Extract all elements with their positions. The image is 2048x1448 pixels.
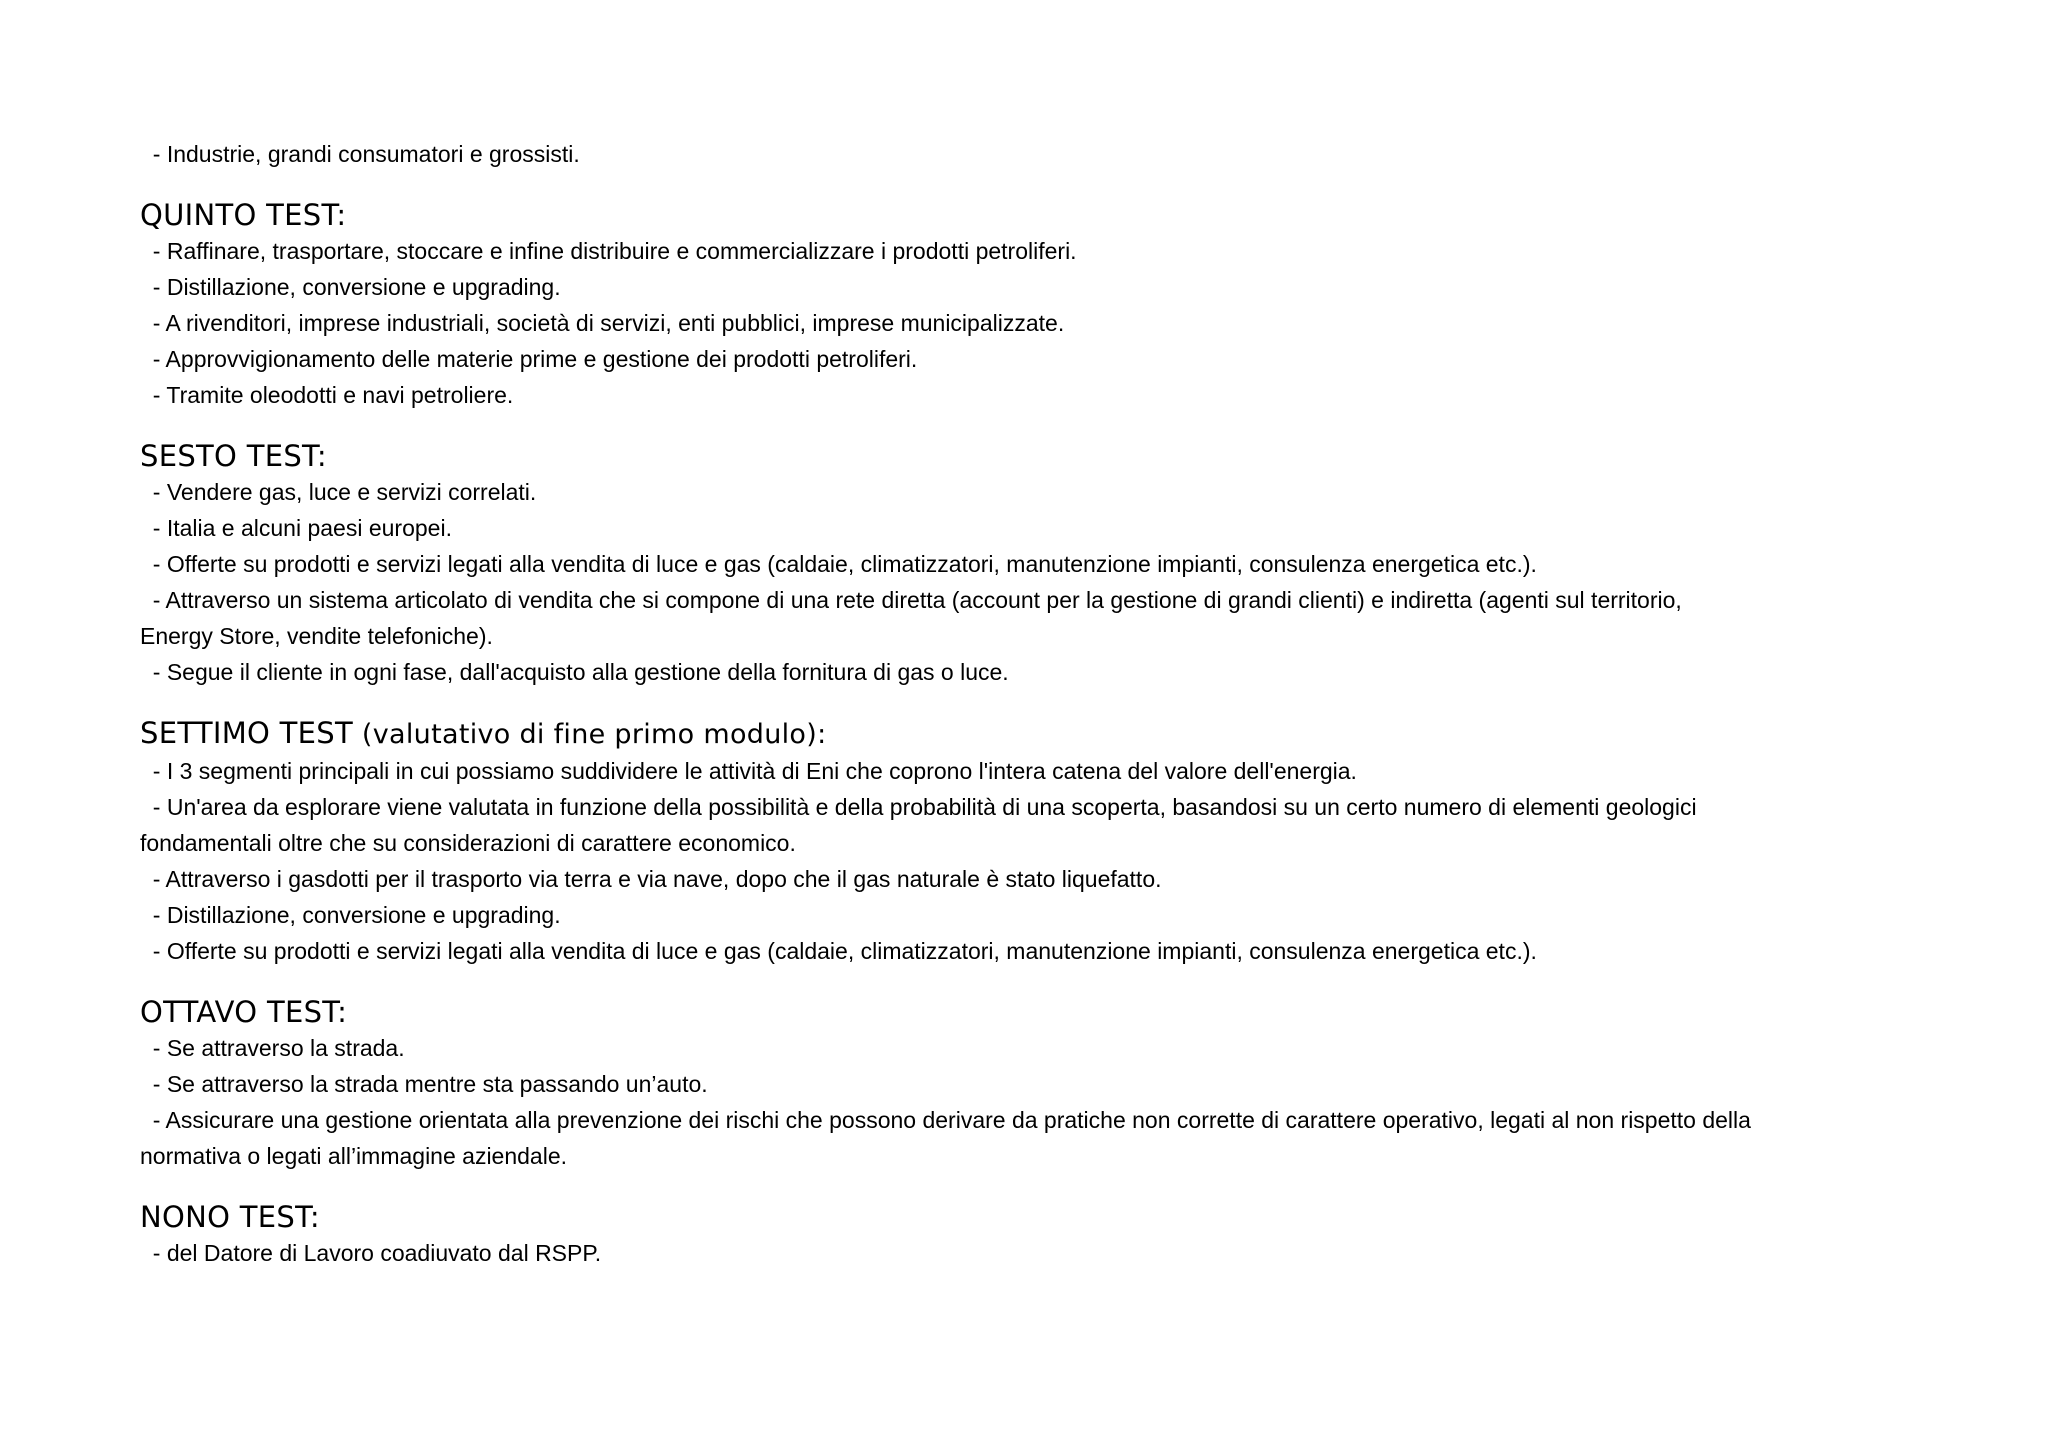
list-item: - Attraverso un sistema articolato di vendita che si compone di una rete diretta (account per la gestione di grandi clienti) e indiretta (agenti sul territorio, <box>140 587 1682 613</box>
list-item-continuation: Energy Store, vendite telefoniche). <box>140 623 493 649</box>
list-item: - Approvvigionamento delle materie prime e gestione dei prodotti petroliferi. <box>140 346 918 372</box>
list-item: - Assicurare una gestione orientata alla prevenzione dei rischi che possono derivare da pratiche non corrette di carattere operativo, legati al non rispetto della <box>140 1107 1751 1133</box>
section-title-suffix: (valutativo di fine primo modulo): <box>353 719 827 750</box>
intro-line: - Industrie, grandi consumatori e grossisti. <box>140 141 580 167</box>
section-title: SESTO TEST: <box>140 439 327 473</box>
list-item-continuation: fondamentali oltre che su considerazioni di carattere economico. <box>140 830 796 856</box>
list-item: - Segue il cliente in ogni fase, dall'acquisto alla gestione della fornitura di gas o luce. <box>140 659 1009 685</box>
list-item: - Offerte su prodotti e servizi legati alla vendita di luce e gas (caldaie, climatizzatori, manutenzione impianti, consulenza energetica etc.). <box>140 938 1537 964</box>
list-item: - Attraverso i gasdotti per il trasporto via terra e via nave, dopo che il gas naturale è stato liquefatto. <box>140 866 1162 892</box>
section-title-main: SETTIMO TEST <box>140 716 354 750</box>
list-item: - del Datore di Lavoro coadiuvato dal RSPP. <box>140 1240 602 1266</box>
section-title <box>140 715 1940 753</box>
list-item: - Un'area da esplorare viene valutata in funzione della possibilità e della probabilità di una scoperta, basandosi su un certo numero di elementi geologici <box>140 794 1697 820</box>
list-item-continuation: normativa o legati all’immagine aziendale. <box>140 1143 568 1169</box>
list-item: - I 3 segmenti principali in cui possiamo suddividere le attività di Eni che coprono l'intera catena del valore dell'energia. <box>140 758 1357 784</box>
list-item: - Distillazione, conversione e upgrading. <box>140 902 561 928</box>
list-item: - Vendere gas, luce e servizi correlati. <box>140 479 537 505</box>
section-title: NONO TEST: <box>140 1200 321 1234</box>
section-title: QUINTO TEST: <box>140 198 347 232</box>
section-nono-test <box>140 1199 1940 1271</box>
section-quinto-test <box>140 197 1940 413</box>
list-item: - Italia e alcuni paesi europei. <box>140 515 452 541</box>
list-item: - Se attraverso la strada mentre sta passando un’auto. <box>140 1071 708 1097</box>
list-item: - Raffinare, trasportare, stoccare e infine distribuire e commercializzare i prodotti petroliferi. <box>140 238 1077 264</box>
list-item: - Tramite oleodotti e navi petroliere. <box>140 382 514 408</box>
list-item: - Se attraverso la strada. <box>140 1035 405 1061</box>
section-title: OTTAVO TEST: <box>140 995 348 1029</box>
list-item: - Offerte su prodotti e servizi legati alla vendita di luce e gas (caldaie, climatizzatori, manutenzione impianti, consulenza energetica etc.). <box>140 551 1537 577</box>
document-page <box>140 136 1940 1271</box>
list-item: - A rivenditori, imprese industriali, società di servizi, enti pubblici, imprese municipalizzate. <box>140 310 1065 336</box>
list-item: - Distillazione, conversione e upgrading. <box>140 274 561 300</box>
section-sesto-test <box>140 438 1940 690</box>
section-ottavo-test <box>140 994 1940 1174</box>
section-settimo-test <box>140 715 1940 969</box>
